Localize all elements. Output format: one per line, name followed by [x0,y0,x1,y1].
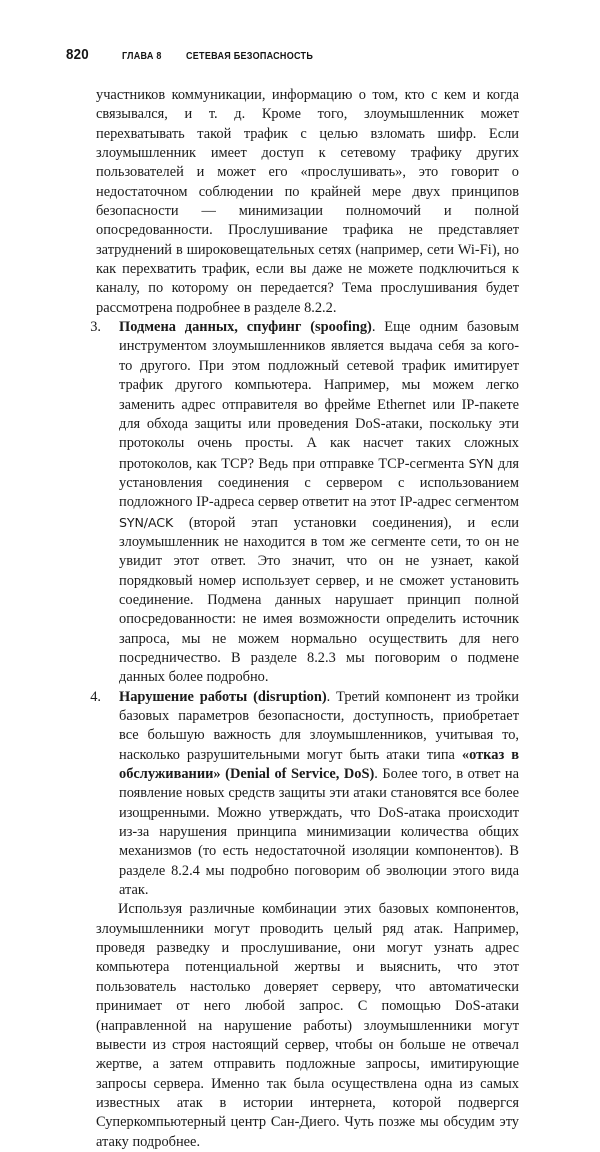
numbered-list [90,318,519,900]
code-syn-ack: SYN/ACK [119,514,174,530]
list-marker: 4. [90,688,101,705]
running-head [66,47,334,63]
page-number: 820 [66,47,89,63]
list-item-text-2: для установления соединения с сервером с использованием подложного IP-адреса сервер ответит на этот IP-адрес сегментом [119,455,519,511]
list-marker: 3. [90,319,101,336]
running-head-chapter-title: СЕТЕВАЯ БЕЗОПАСНОСТЬ [185,50,314,62]
list-item-disruption [90,688,519,901]
text-column [90,86,519,1152]
list-item-lead-in: Нарушение работы (disruption) [119,688,327,705]
list-item-text-3: (второй этап установки соединения), и если злоумышленник не находится в том же сегменте сети, то он не увидит этот ответ. Это значит, что он не узнает, какой порядковый номер использует сервер, и не сможет установить соединение. Подмена данных нарушает принцип полной опосредованности: не имея возможности определить источник запроса, мы не можем нормально осуществить для него посредничество. В разделе 8.2.3 мы поговорим о подмене данных более подробно. [119,514,519,686]
list-item-body [119,688,519,901]
running-head-chapter-label: ГЛАВА 8 [121,50,162,62]
paragraph-closing: Используя различные комбинации этих базовых компонентов, злоумышленники могут проводить целый ряд атак. Например, проведя разведку и прослушивание, они могут узнать адрес компьютера потенциальной жертвы и выяснить, что этот пользователь настолько доверяет серверу, что автоматически принимает от него любой запрос. С помощью DoS-атаки (направленной на нарушение работы) злоумышленники могут вывести из строя настоящий сервер, чтобы он больше не отвечал жертве, а затем отправить подложные запросы, имитирующие запросы сервера. Именно так была осуществлена одна из самых известных атак в истории интернета, которой подвергся Суперкомпьютерный центр Сан-Диего. Чуть позже мы обсудим эту атаку подробнее. [96,901,519,1150]
paragraph-intro: участников коммуникации, информацию о том, кто с кем и когда связывался, и т. д. Кроме того, злоумышленник может перехватывать такой трафик с целью взломать шифр. Если злоумышленник имеет доступ к сетевому трафику других пользователей и может его «прослушивать», это говорит о недостаточном соблюдении по крайней мере двух принципов безопасности — минимизации полномочий и полной опосредованности. Прослушивание трафика не представляет затруднений в широковещательных сетях (например, сети Wi-Fi), но как перехватить трафик, если вы даже не можете подключиться к каналу, по которому он передается? Тема прослушивания будет рассмотрена подробнее в разделе 8.2.2. [96,87,519,316]
list-item-spoofing [90,318,519,688]
list-item-body [119,318,519,688]
list-item-lead-in: Подмена данных, спуфинг (spoofing) [119,319,372,336]
list-item-text-1: . Еще одним базовым инструментом злоумышленников является выдача себя за кого-то другого. При этом подложный сетевой трафик имитирует трафик другого компьютера. Например, мы можем легко заменить адрес отправителя во фрейме Ethernet или IP-пакете для обхода защиты или проведения DoS-атаки, поскольку эти протоколы очень просты. А как насчет таких сложных протоколов, как TCP? Ведь при отправке TCP-сегмента [119,319,519,472]
bold-term-dos: «отказ в обслуживании» (Denial of Service, DoS) [119,746,519,783]
list-item-text-1: . Третий компонент из тройки базовых параметров безопасности, доступность, приобретает все большую важность для злоумышленников, учитывая то, насколько разрушительными могут быть атаки типа [119,688,519,763]
list-item-text-2: . Более того, в ответ на появление новых средств защиты эти атаки становятся все более изощренными. Можно утверждать, что DoS-атака происходит из-за нарушения принципа минимизации количества общих механизмов (то есть недостаточной изоляции компонентов). В разделе 8.2.4 мы подробно поговорим об эволюции этого вида атак. [119,766,519,899]
code-syn: SYN [468,455,494,471]
